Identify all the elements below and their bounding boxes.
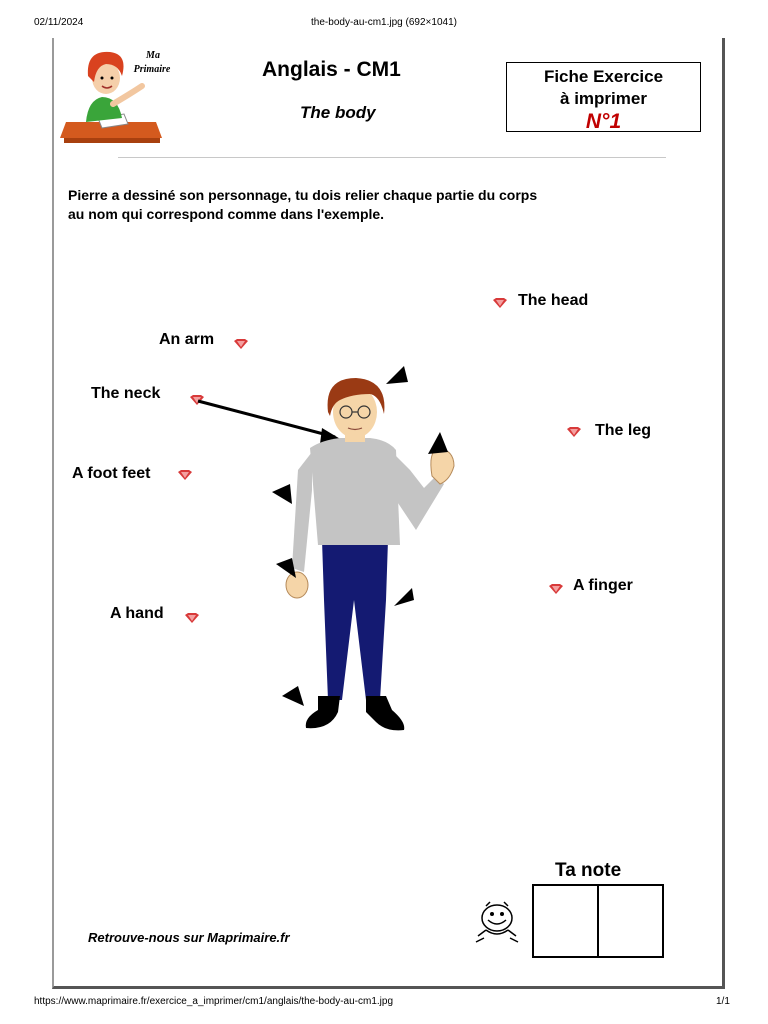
print-page-number: 1/1 [716,996,730,1007]
fiche-line-1: Fiche Exercice [543,67,664,86]
divider [118,157,666,158]
smiley-mascot-icon [472,898,522,946]
maprimaire-logo [58,42,178,147]
grade-label: Ta note [555,860,622,881]
gem-icon-head [493,298,507,308]
pointer-finger [428,432,448,454]
logo-text-ma: Ma [146,50,160,61]
instructions [68,186,537,224]
fiche-line-2: à imprimer [560,89,647,108]
grade-box [532,884,664,958]
character-illustration [0,360,768,740]
label-an-arm: An arm [159,331,215,348]
grade-cell-left [534,886,597,956]
page-title: Anglais - CM1 [262,58,401,81]
label-a-foot-feet: A foot feet [72,465,151,482]
label-the-neck: The neck [91,385,161,402]
label-a-hand: A hand [110,605,164,622]
label-the-head: The head [518,292,589,309]
fiche-box [506,62,701,132]
pointer-leg [394,588,414,606]
print-date: 02/11/2024 [34,17,84,28]
instructions-line-2: au nom qui correspond comme dans l'exemple. [68,206,385,222]
label-the-leg: The leg [595,422,652,439]
logo-text-primaire: Primaire [133,64,171,75]
print-tab-title: the-body-au-cm1.jpg (692×1041) [311,17,457,28]
example-connector-line [198,401,335,437]
pointer-arm [272,484,292,504]
label-a-finger: A finger [573,577,633,594]
pointer-head [386,366,408,384]
print-url: https://www.maprimaire.fr/exercice_a_imprimer/cm1/anglais/the-body-au-cm1.jpg [34,996,394,1007]
gem-icon-arm [234,339,248,349]
instructions-line-1: Pierre a dessiné son personnage, tu dois relier chaque partie du corps [68,187,538,203]
footer-site-link[interactable]: Retrouve-nous sur Maprimaire.fr [88,930,290,945]
pointer-foot [282,686,304,706]
grade-cell-right [597,886,662,956]
page-subtitle: The body [300,103,376,122]
fiche-number: N°1 [585,110,622,133]
